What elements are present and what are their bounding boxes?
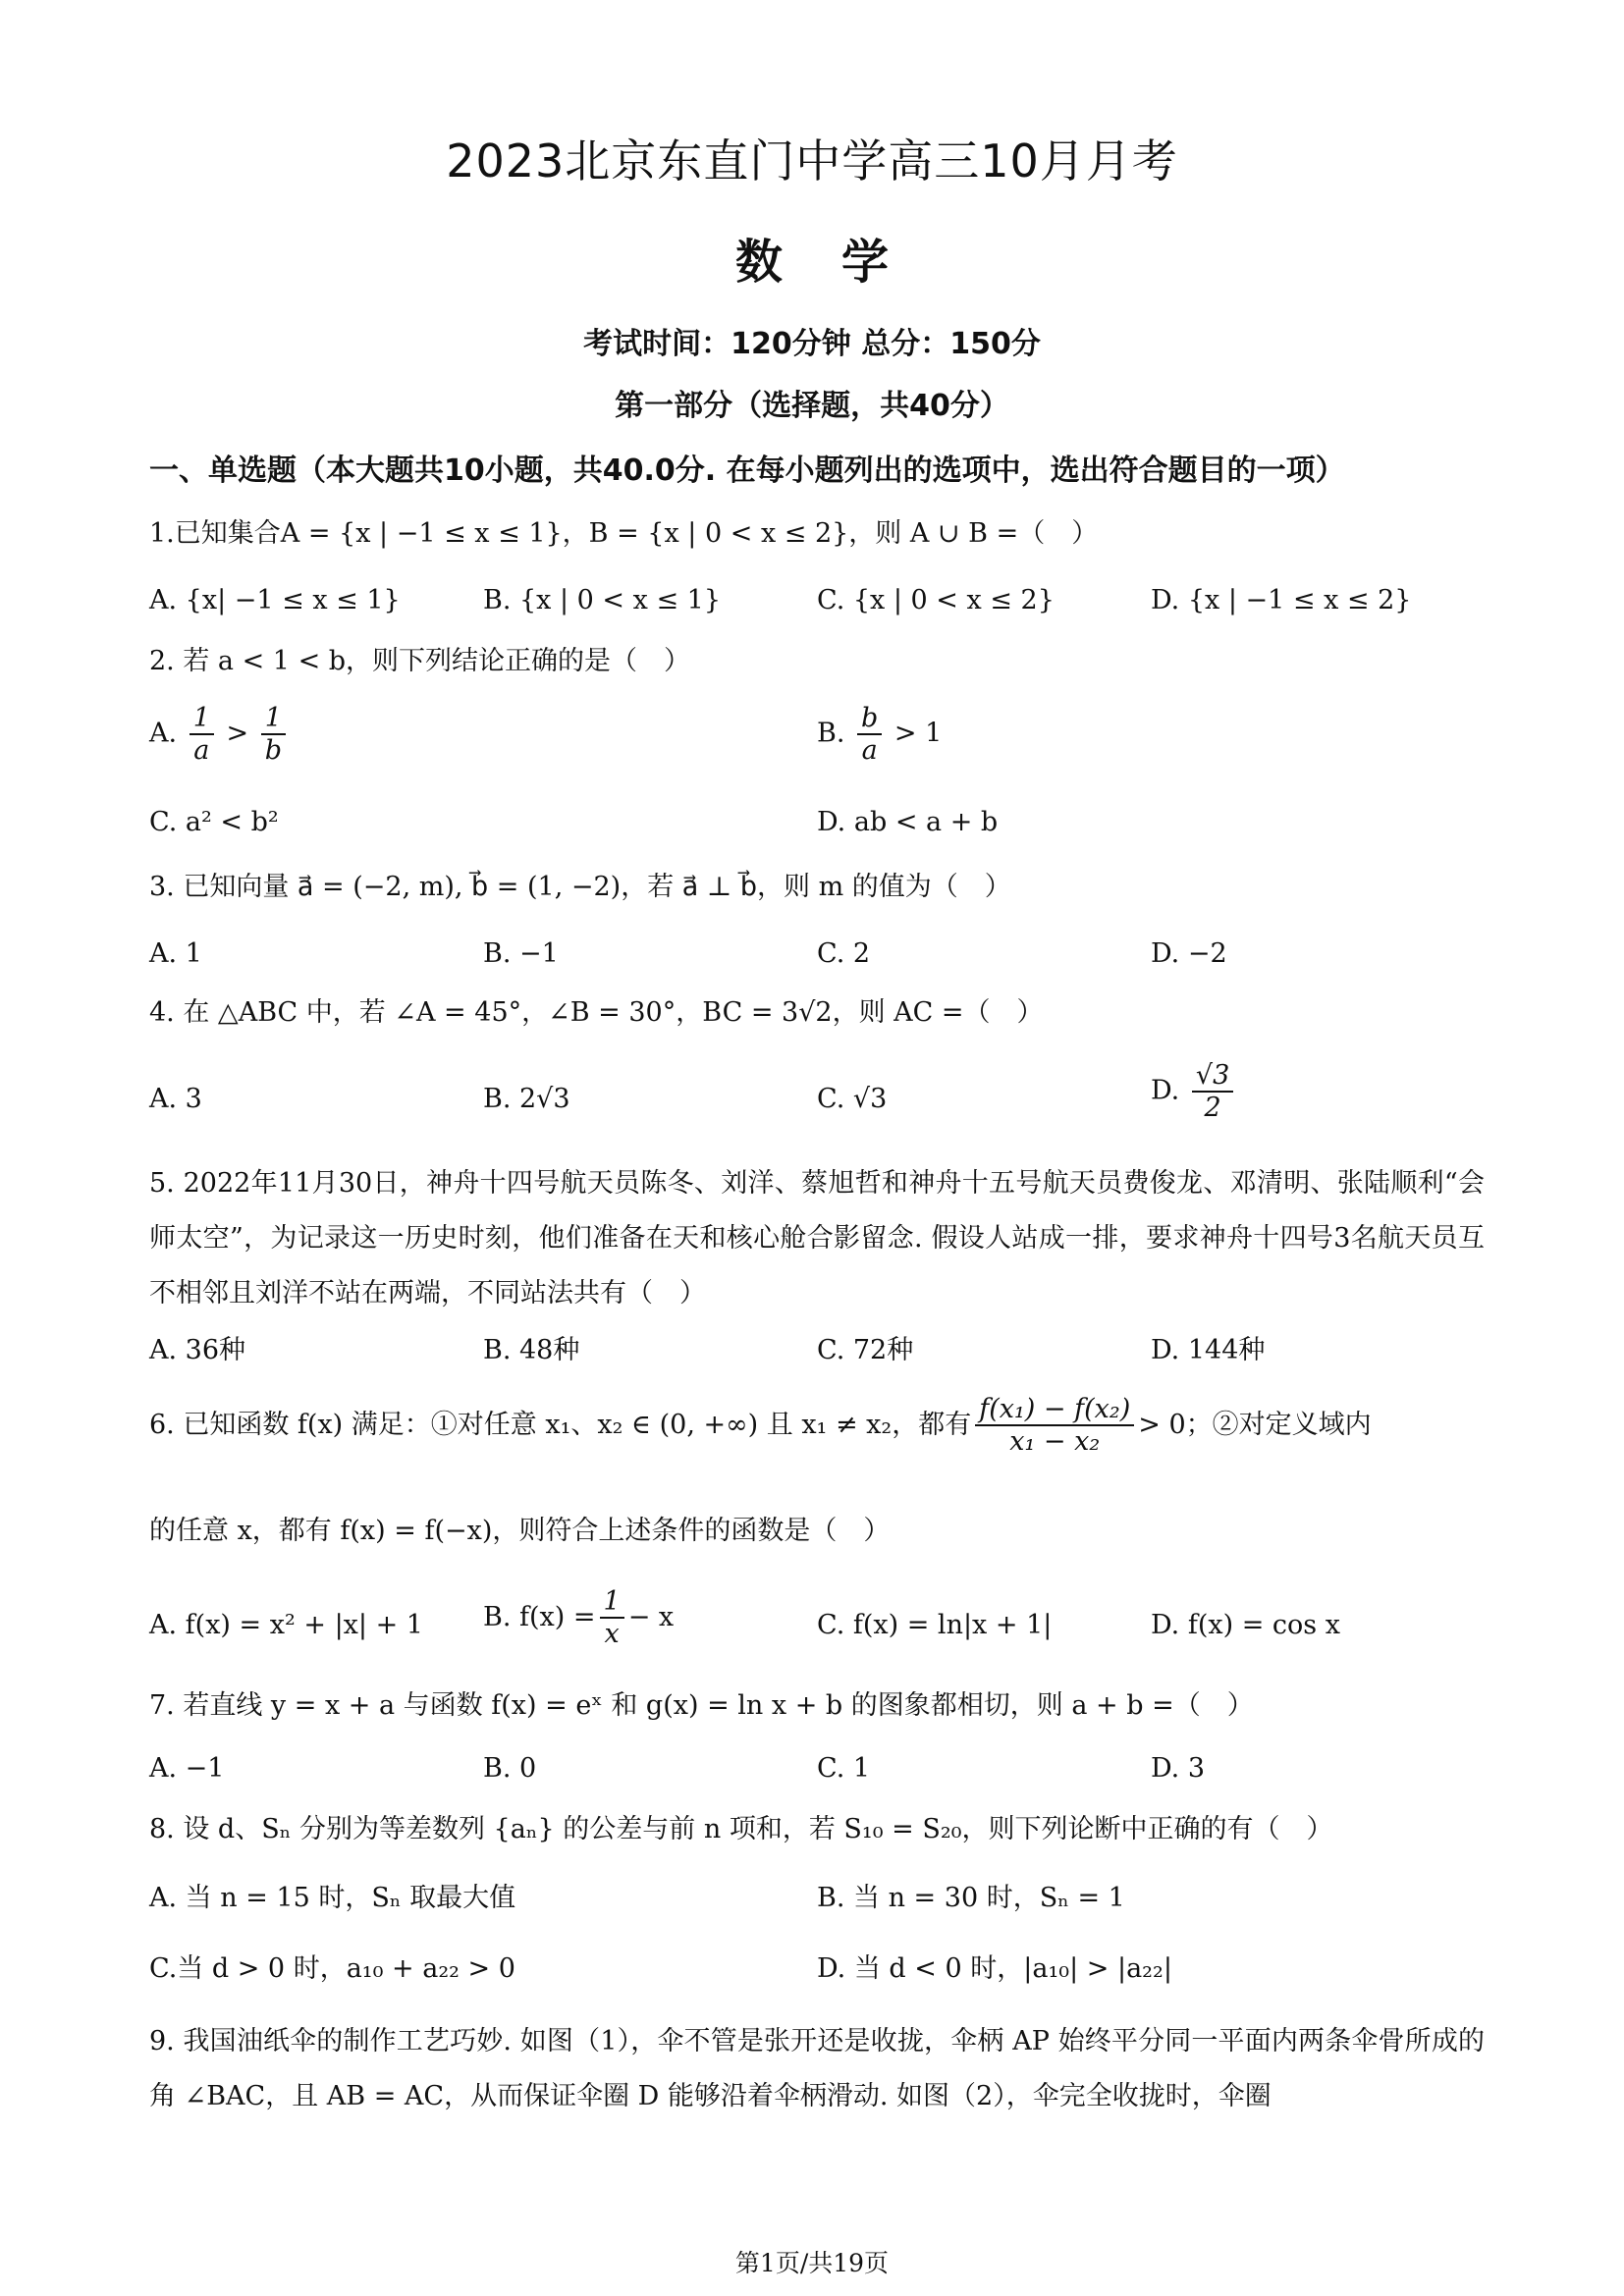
question-4-option-c: C. √3 — [817, 1084, 888, 1114]
question-1-option-b: B. {x | 0 < x ≤ 1} — [483, 585, 722, 615]
option-b-label: B. f(x) = — [483, 1601, 596, 1632]
fraction-denominator: b — [264, 735, 282, 767]
question-7-option-d: D. 3 — [1151, 1753, 1206, 1784]
question-6-stem-part-1: 6. 已知函数 f(x) 满足：①对任意 x₁、x₂ ∈ (0, +∞) 且 x₁ ≠ x₂，都有 — [149, 1409, 972, 1440]
question-1-stem: 1.已知集合A = {x | −1 ≤ x ≤ 1}，B = {x | 0 < x ≤ 2}，则 A ∪ B =（ ） — [149, 518, 1099, 549]
question-8-option-b: B. 当 n = 30 时，Sₙ = 1 — [817, 1883, 1125, 1913]
fraction-numerator: 1 — [261, 703, 286, 735]
question-4-stem: 4. 在 △ABC 中，若 ∠A = 45°，∠B = 30°，BC = 3√2，则 AC =（ ） — [149, 997, 1044, 1028]
question-3-option-d: D. −2 — [1151, 938, 1227, 969]
question-5-stem: 5. 2022年11月30日，神舟十四号航天员陈冬、刘洋、蔡旭哲和神舟十五号航天员费俊龙、邓清明、张陆顺利“会师太空”，为记录这一历史时刻，他们准备在天和核心舱合影留念. 假设人站成一排，要求神舟十四号3名航天员互不相邻且刘洋不站在两端，不同站法共有（ ） — [149, 1168, 1485, 1308]
subject-heading: 数学 — [734, 235, 947, 290]
question-6-stem-part-2: > 0；②对定义域内 — [1138, 1409, 1372, 1440]
question-2-option-c: C. a² < b² — [149, 807, 279, 837]
fraction-sqrt3-over-2 — [1192, 1060, 1233, 1123]
question-6-option-c: C. f(x) = ln|x + 1| — [817, 1610, 1053, 1640]
option-a-label: A. — [149, 718, 178, 749]
fraction-numerator: 1 — [189, 703, 214, 735]
question-1-option-a: A. {x| −1 ≤ x ≤ 1} — [149, 585, 401, 615]
part-heading: 第一部分（选择题，共40分） — [615, 389, 1009, 423]
question-8-option-d: D. 当 d < 0 时，|a₁₀| > |a₂₂| — [817, 1953, 1172, 1984]
question-6-stem-line-2: 的任意 x，都有 f(x) = f(−x)，则符合上述条件的函数是（ ） — [149, 1516, 891, 1546]
question-9-stem: 9. 我国油纸伞的制作工艺巧妙. 如图（1），伞不管是张开还是收拢，伞柄 AP 始终平分同一平面内两条伞骨所成的角 ∠BAC，且 AB = AC，从而保证伞圈 D 能够沿着伞柄滑动. 如图（2），伞完全收拢时，伞圈 — [149, 2026, 1485, 2111]
question-5-option-c: C. 72种 — [817, 1335, 914, 1365]
question-8-stem: 8. 设 d、Sₙ 分别为等差数列 {aₙ} 的公差与前 n 项和，若 S₁₀ = S₂₀，则下列论断中正确的有（ ） — [149, 1814, 1333, 1844]
question-3-stem: 3. 已知向量 a⃗ = (−2, m), b⃗ = (1, −2)，若 a⃗ ⊥ b⃗，则 m 的值为（ ） — [149, 872, 1011, 902]
question-2-option-b — [817, 703, 942, 766]
exam-meta: 考试时间：120分钟 总分：150分 — [583, 327, 1041, 361]
section-heading: 一、单选题（本大题共10小题，共40.0分. 在每小题列出的选项中，选出符合题目的一项） — [149, 454, 1345, 488]
question-7-option-c: C. 1 — [817, 1753, 871, 1784]
option-d-label: D. — [1151, 1075, 1180, 1106]
question-2-stem: 2. 若 a < 1 < b，则下列结论正确的是（ ） — [149, 646, 691, 676]
question-2-option-d: D. ab < a + b — [817, 807, 999, 837]
question-6-option-b — [483, 1586, 674, 1649]
question-5-option-d: D. 144种 — [1151, 1335, 1266, 1365]
page-number: 第1页/共19页 — [734, 2249, 890, 2277]
fraction-numerator: 1 — [600, 1586, 624, 1619]
option-b-rest: > 1 — [893, 718, 943, 749]
question-7-option-a: A. −1 — [149, 1753, 225, 1784]
option-b-label: B. — [817, 718, 845, 749]
comparison-operator: > — [226, 718, 249, 749]
question-7-option-b: B. 0 — [483, 1753, 537, 1784]
question-5-option-a: A. 36种 — [149, 1335, 246, 1365]
question-2-option-a — [149, 703, 290, 766]
fraction-1-over-b — [261, 703, 286, 766]
fraction-1-over-x — [600, 1586, 624, 1649]
question-1-option-c: C. {x | 0 < x ≤ 2} — [817, 585, 1055, 615]
question-4-option-a: A. 3 — [149, 1084, 202, 1114]
fraction-b-over-a — [857, 703, 882, 766]
question-6-option-a: A. f(x) = x² + |x| + 1 — [149, 1610, 423, 1640]
question-8-option-c: C.当 d > 0 时，a₁₀ + a₂₂ > 0 — [149, 1953, 515, 1984]
fraction-denominator: x — [604, 1619, 620, 1650]
fraction-denominator: 2 — [1204, 1093, 1221, 1124]
question-4-option-d — [1151, 1060, 1237, 1123]
question-8-option-a: A. 当 n = 15 时，Sₙ 取最大值 — [149, 1883, 516, 1913]
question-6-stem-line-1 — [149, 1394, 1372, 1457]
question-7-stem: 7. 若直线 y = x + a 与函数 f(x) = eˣ 和 g(x) = ln x + b 的图象都相切，则 a + b =（ ） — [149, 1690, 1254, 1721]
fraction-denominator: a — [193, 735, 210, 767]
fraction-difference-quotient — [975, 1394, 1134, 1457]
question-1-option-d: D. {x | −1 ≤ x ≤ 2} — [1151, 585, 1412, 615]
fraction-numerator: b — [857, 703, 882, 735]
question-6-option-d: D. f(x) = cos x — [1151, 1610, 1340, 1640]
question-3-option-b: B. −1 — [483, 938, 559, 969]
fraction-denominator: x₁ − x₂ — [1009, 1426, 1101, 1458]
exam-title: 2023北京东直门中学高三10月月考 — [446, 134, 1178, 187]
question-4-option-b: B. 2√3 — [483, 1084, 570, 1114]
question-3-option-c: C. 2 — [817, 938, 871, 969]
question-3-option-a: A. 1 — [149, 938, 202, 969]
fraction-numerator: f(x₁) − f(x₂) — [975, 1394, 1134, 1426]
fraction-denominator: a — [861, 735, 878, 767]
fraction-numerator: √3 — [1192, 1060, 1233, 1093]
question-5-option-b: B. 48种 — [483, 1335, 580, 1365]
fraction-1-over-a — [189, 703, 214, 766]
option-b-rest: − x — [627, 1601, 675, 1632]
